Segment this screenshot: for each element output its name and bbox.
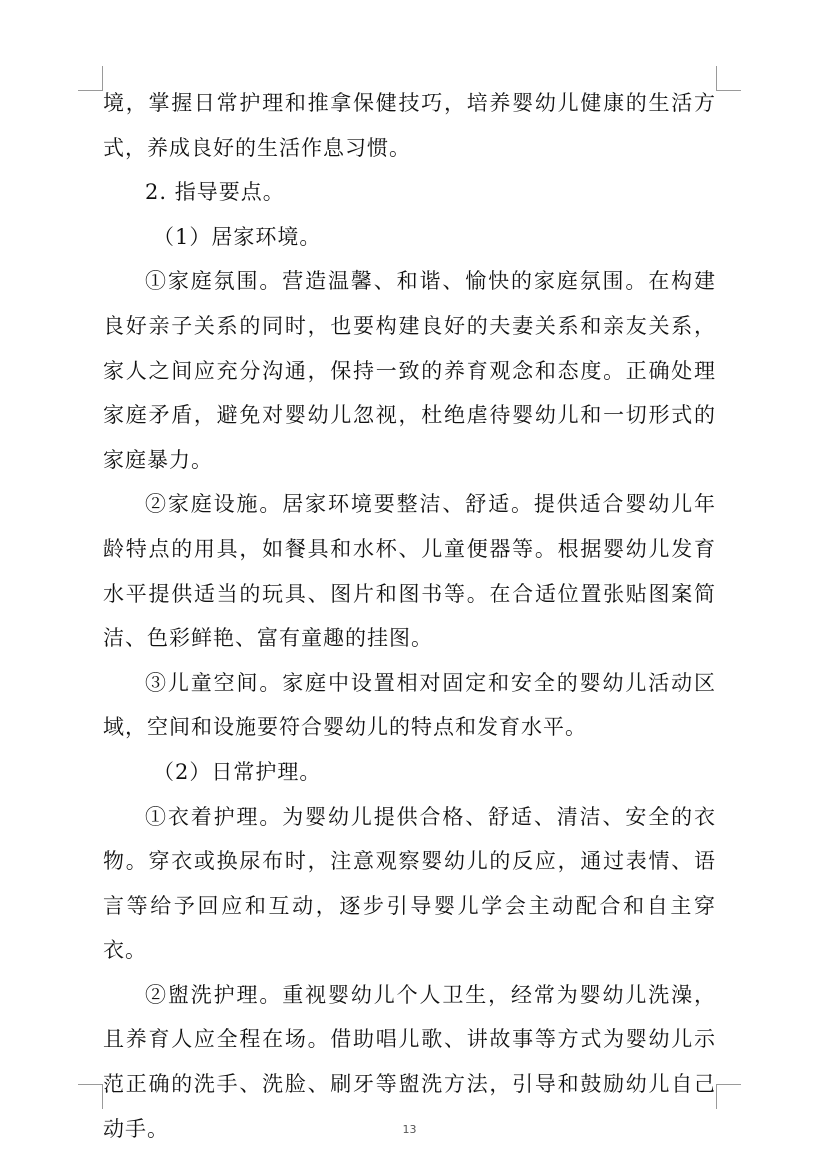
subheading-home-environment: （1）居家环境。 (153, 224, 322, 249)
paragraph-clothing-care: ①衣着护理。为婴幼儿提供合格、舒适、清洁、安全的衣物。穿衣或换尿布时，注意观察婴幼儿的反应，通过表情、语言等给予回应和互动，逐步引导婴儿学会主动配合和自主穿衣。 (103, 804, 716, 963)
crop-mark-top-right (716, 66, 741, 91)
subheading-daily-care: （2）日常护理。 (153, 759, 322, 784)
paragraph-continuation: 境，掌握日常护理和推拿保健技巧，培养婴幼儿健康的生活方式，养成良好的生活作息习惯。 (103, 91, 716, 160)
paragraph-family-facilities: ②家庭设施。居家环境要整洁、舒适。提供适合婴幼儿年龄特点的用具，如餐具和水杯、儿童便器等。根据婴幼儿发育水平提供适当的玩具、图片和图书等。在合适位置张贴图案简洁、色彩鲜艳、富有童趣的挂图。 (103, 492, 716, 651)
paragraph-family-atmosphere: ①家庭氛围。营造温馨、和谐、愉快的家庭氛围。在构建良好亲子关系的同时，也要构建良好的夫妻关系和亲友关系，家人之间应充分沟通，保持一致的养育观念和态度。正确处理家庭矛盾，避免对婴幼儿忽视，杜绝虐待婴幼儿和一切形式的家庭暴力。 (103, 269, 716, 472)
page-number: 13 (402, 1123, 417, 1136)
paragraph-child-space: ③儿童空间。家庭中设置相对固定和安全的婴幼儿活动区域，空间和设施要符合婴幼儿的特点和发育水平。 (103, 670, 716, 740)
heading-guidance-points: 2. 指导要点。 (145, 180, 285, 205)
body-text (103, 81, 716, 1151)
crop-mark-bottom-left (78, 1084, 103, 1109)
crop-mark-top-left (78, 66, 103, 91)
paragraph-washing-care: ②盥洗护理。重视婴幼儿个人卫生，经常为婴幼儿洗澡，且养育人应全程在场。借助唱儿歌、讲故事等方式为婴幼儿示范正确的洗手、洗脸、刷牙等盥洗方法，引导和鼓励幼儿自己动手。 (103, 982, 716, 1141)
crop-mark-bottom-right (716, 1084, 741, 1109)
